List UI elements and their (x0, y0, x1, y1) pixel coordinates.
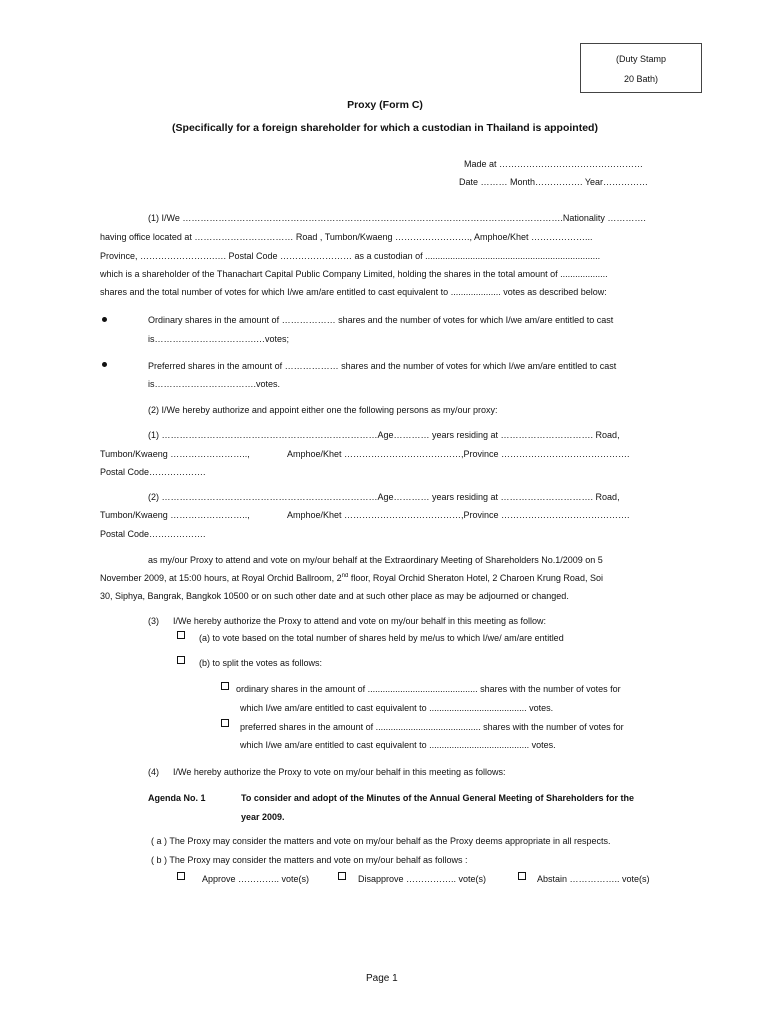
para1-line4: which is a shareholder of the Thanachart Capital Public Company Limited, holding the shares in the total amount of ................... (100, 269, 608, 279)
proxy2-line1: (2) ………………………………………………………………Age………… years residing at …………………………. Road, (148, 492, 620, 502)
form-subtitle: (Specifically for a foreign shareholder for which a custodian in Thailand is appointed) (172, 122, 598, 134)
duty-stamp-box (580, 43, 702, 93)
proxy2-postal: Postal Code………………. (100, 529, 206, 539)
bullet-preferred-line2: is…………………………….votes. (148, 379, 281, 389)
option-a-checkbox[interactable] (177, 631, 185, 639)
proxy1-amphoe-province: Amphoe/Khet …………………………………,Province ……………………………………. (287, 449, 630, 459)
meeting-line2-part1: November 2009, at 15:00 hours, at Royal Orchid Ballroom, 2 (100, 573, 342, 583)
stamp-line-2: 20 Bath) (623, 74, 659, 84)
para2: (2) I/We hereby authorize and appoint either one the following persons as my/our proxy: (148, 405, 498, 415)
split-ordinary-line2: which I/we am/are entitled to cast equivalent to ....................................... votes. (240, 703, 554, 713)
agenda-title-line2: year 2009. (241, 812, 285, 822)
ordinary-shares-checkbox[interactable] (221, 682, 229, 690)
para1-line1: (1) I/We ……………………………………………………………………………………………………………….Nationality …………. (148, 213, 646, 223)
para4-text: I/We hereby authorize the Proxy to vote on my/our behalf in this meeting as follows: (173, 767, 506, 777)
meeting-line3: 30, Siphya, Bangrak, Bangkok 10500 or on such other date and at such other place as may be adjourned or changed. (100, 591, 569, 601)
meeting-line2-part2: floor, Royal Orchid Sheraton Hotel, 2 Charoen Krung Road, Soi (348, 573, 603, 583)
para1-line3: Province, …………………….…. Postal Code …………………… as a custodian of ...................................................................... (100, 251, 601, 261)
meeting-line1: as my/our Proxy to attend and vote on my/our behalf at the Extraordinary Meeting of Shareholders No.1/2009 on 5 (148, 555, 603, 565)
option-b-label: (b) to split the votes as follows: (199, 658, 323, 668)
para3-text: I/We hereby authorize the Proxy to attend and vote on my/our behalf in this meeting as follow: (173, 616, 547, 626)
option-a-label: (a) to vote based on the total number of shares held by me/us to which I/we/ am/are entitled (199, 633, 564, 643)
approve-checkbox[interactable] (177, 872, 185, 880)
option-b-checkbox[interactable] (177, 656, 185, 664)
bullet-preferred-line1: Preferred shares in the amount of ……………… shares and the number of votes for which I/we am/are entitled to cast (148, 361, 617, 371)
proxy1-line1: (1) ………………………………………………………………Age………… years residing at …………………………. Road, (148, 430, 620, 440)
para1-line2: having office located at …………………………… Road , Tumbon/Kwaeng ……………………., Amphoe/Khet ………………... (100, 232, 593, 242)
preferred-shares-checkbox[interactable] (221, 719, 229, 727)
proxy1-tumbon: Tumbon/Kwaeng …………………….., (100, 449, 250, 459)
vote-option-a: ( a ) The Proxy may consider the matters and vote on my/our behalf as the Proxy deems appropriate in all respects. (151, 836, 611, 846)
proxy2-amphoe-province: Amphoe/Khet …………………………………,Province ……………………………………. (287, 510, 630, 520)
split-preferred-line1: preferred shares in the amount of .......................................... shares with the number of votes for (240, 722, 624, 732)
stamp-line-1: (Duty Stamp (615, 54, 666, 64)
agenda-title-line1: To consider and adopt of the Minutes of the Annual General Meeting of Shareholders for the (241, 793, 635, 803)
para4-number: (4) (148, 767, 159, 777)
proxy1-postal: Postal Code………………. (100, 467, 206, 477)
abstain-label: Abstain …………….. vote(s) (537, 874, 650, 884)
bullet-dot (102, 362, 107, 367)
vote-option-b: ( b ) The Proxy may consider the matters and vote on my/our behalf as follows : (151, 855, 468, 865)
bullet-ordinary-line2: is…………………………….…votes; (148, 334, 290, 344)
abstain-checkbox[interactable] (518, 872, 526, 880)
para1-line5: shares and the total number of votes for which I/we am/are entitled to cast equivalent to .................... votes as described below: (100, 287, 607, 297)
meeting-line2-sup: nd (341, 573, 349, 579)
bullet-dot (102, 317, 107, 322)
split-ordinary-line1: ordinary shares in the amount of ............................................ shares with the number of votes for (236, 684, 621, 694)
para3-number: (3) (148, 616, 159, 626)
date-line: Date ……… Month……………. Year…………… (459, 177, 649, 187)
disapprove-label: Disapprove …………….. vote(s) (358, 874, 487, 884)
page-number: Page 1 (366, 973, 398, 984)
made-at-line: Made at ………………………………………… (464, 159, 644, 169)
form-title: Proxy (Form C) (347, 99, 423, 111)
agenda-label: Agenda No. 1 (148, 793, 206, 803)
proxy2-tumbon: Tumbon/Kwaeng …………………….., (100, 510, 250, 520)
bullet-ordinary-line1: Ordinary shares in the amount of ……………… shares and the number of votes for which I/we am/are entitled to cast (148, 315, 614, 325)
disapprove-checkbox[interactable] (338, 872, 346, 880)
meeting-line2 (100, 573, 687, 583)
split-preferred-line2: which I/we am/are entitled to cast equivalent to ........................................ votes. (240, 740, 556, 750)
approve-label: Approve ………….. vote(s) (202, 874, 310, 884)
